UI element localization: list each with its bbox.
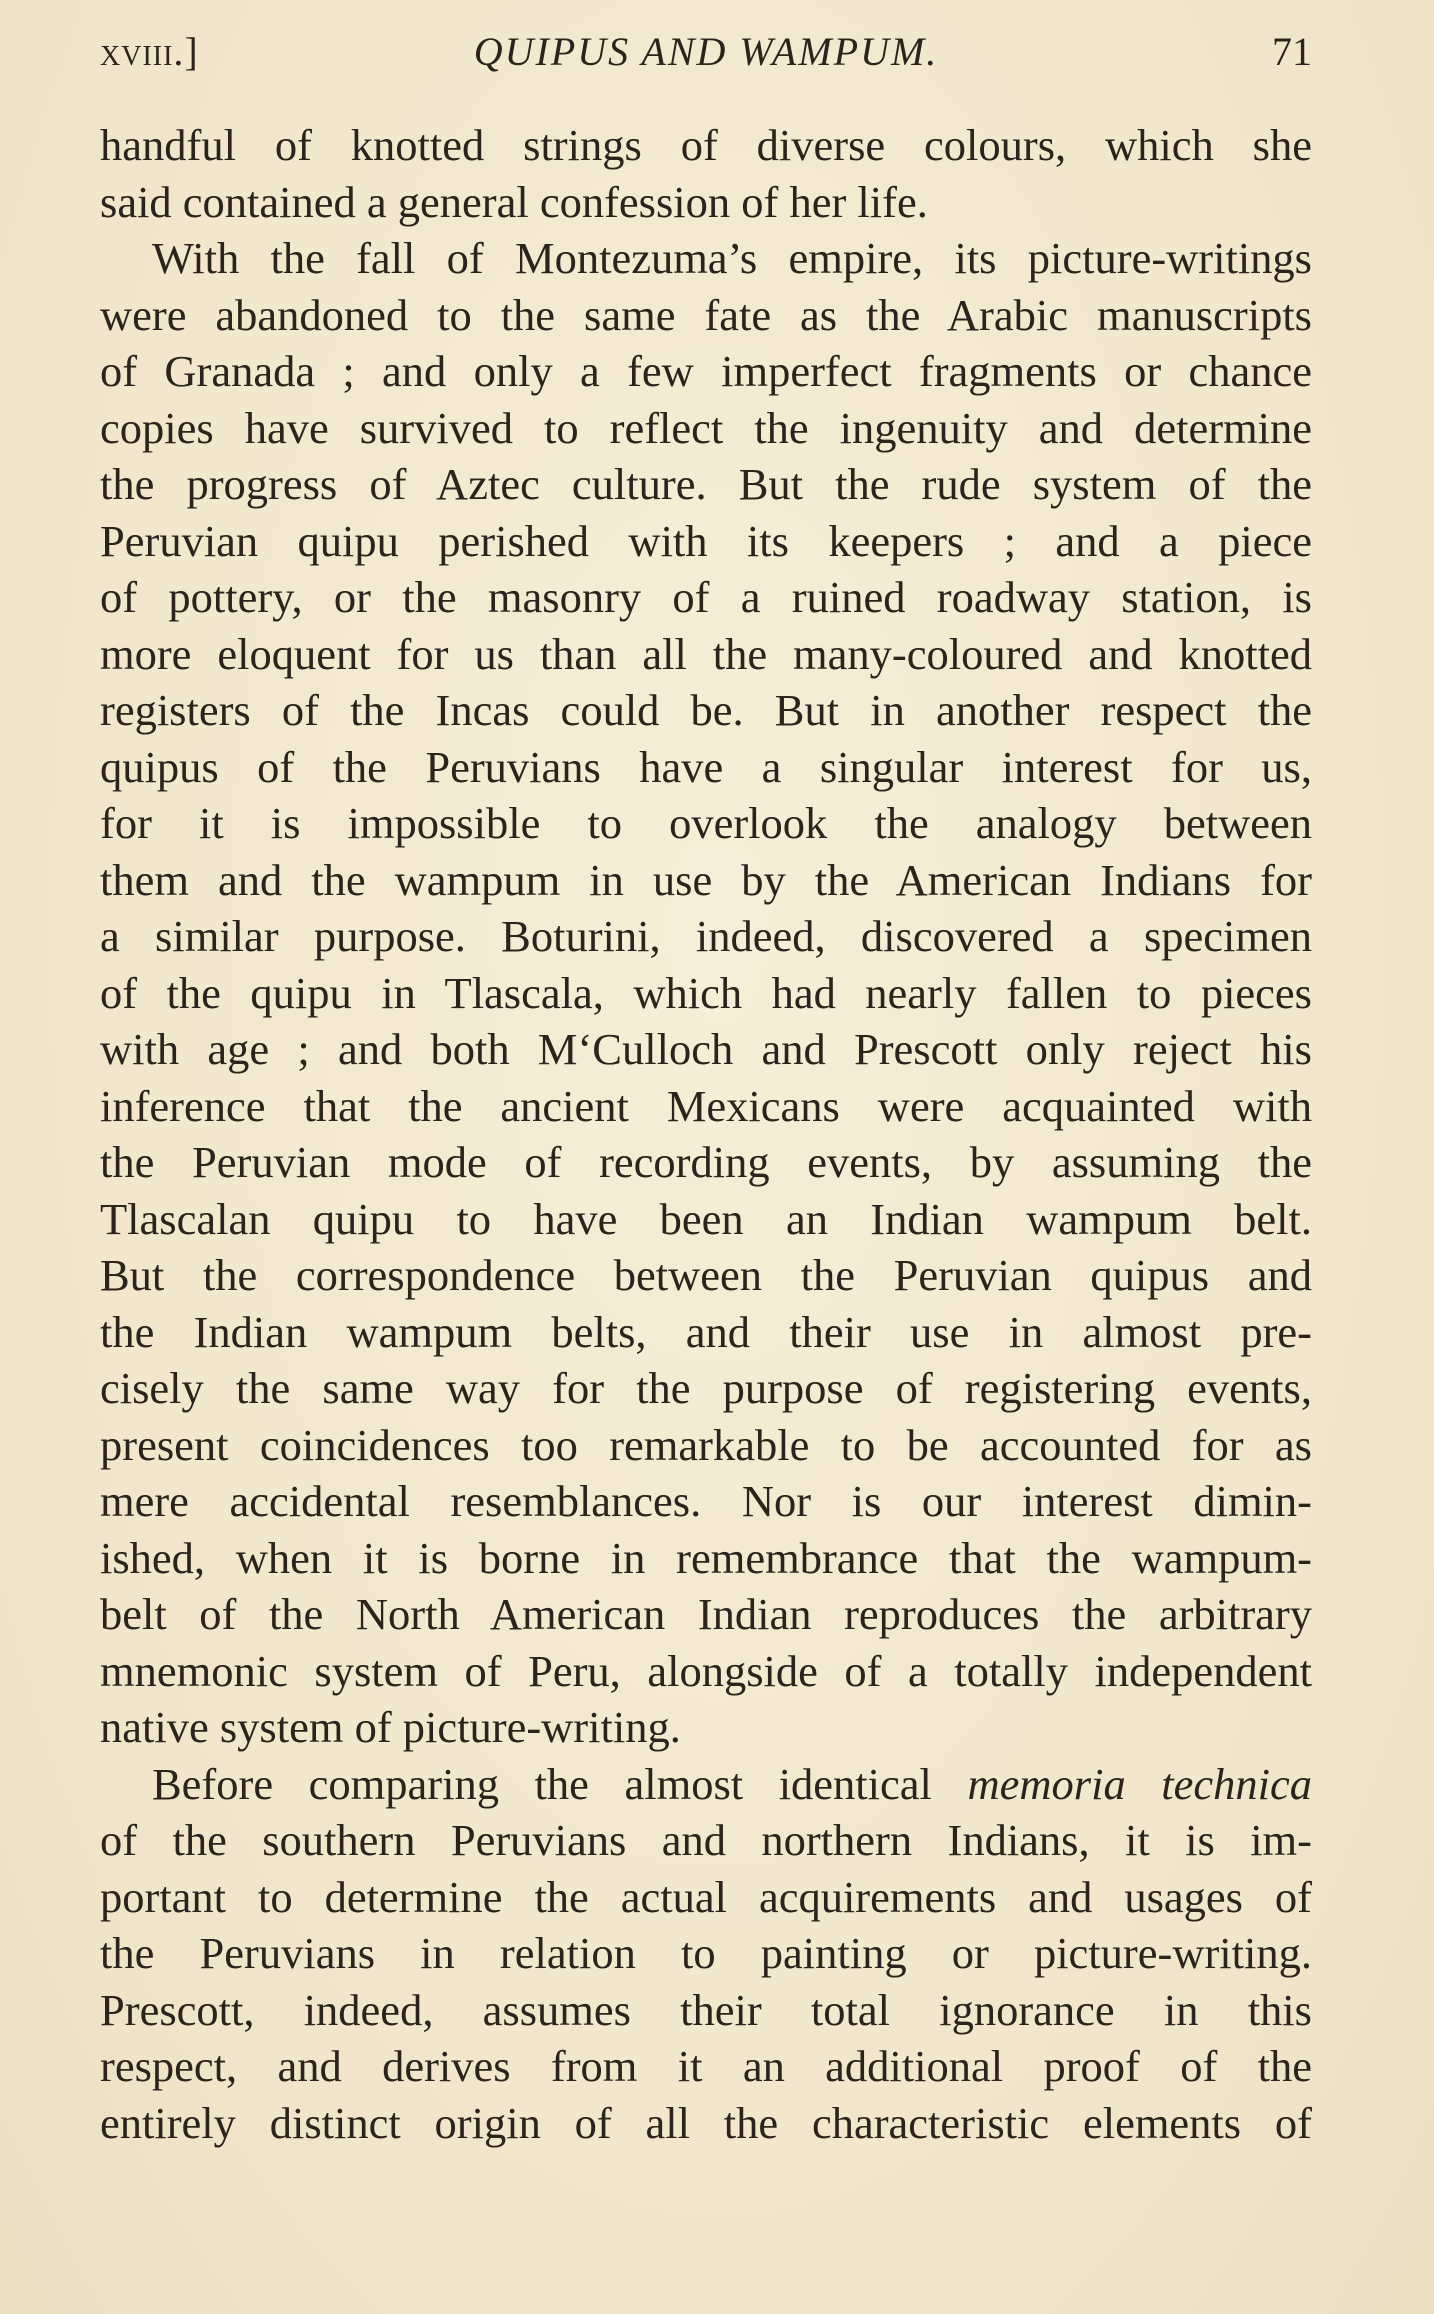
text-line: with age ; and both M‘Culloch and Prescott only reject his <box>100 1024 1312 1074</box>
running-title: QUIPUS AND WAMPUM. <box>473 29 939 74</box>
text-line: Tlascalan quipu to have been an Indian wampum belt. <box>100 1193 1312 1244</box>
text-line: With the fall of Montezuma’s empire, its picture-writings <box>152 233 1312 283</box>
text-line: more eloquent for us than all the many-coloured and knotted <box>100 628 1312 679</box>
text-line: inference that the ancient Mexicans were acquainted with <box>100 1080 1312 1131</box>
text-line: said contained a general confession of her life. <box>100 176 928 227</box>
text-line: for it is impossible to overlook the analogy between <box>100 798 1312 848</box>
text-line: mere accidental resemblances. Nor is our interest dimin- <box>100 1476 1312 1526</box>
text-line: present coincidences too remarkable to be accounted for as <box>100 1419 1312 1470</box>
text-line: the Peruvian mode of recording events, by assuming the <box>100 1137 1312 1187</box>
text-line: portant to determine the actual acquirements and usages of <box>100 1871 1312 1922</box>
text-line: But the correspondence between the Peruvian quipus and <box>100 1250 1312 1300</box>
text-line: of the southern Peruvians and northern Indians, it is im- <box>100 1815 1312 1865</box>
text-line: registers of the Incas could be. But in another respect the <box>100 685 1312 735</box>
text-line: Prescott, indeed, assumes their total ignorance in this <box>100 1984 1312 2035</box>
text-line: copies have survived to reflect the ingenuity and determine <box>100 402 1312 453</box>
text-line: them and the wampum in use by the American Indians for <box>100 854 1312 905</box>
italic-phrase: memoria technica <box>967 1758 1312 1809</box>
text-line: native system of picture-writing. <box>100 1702 681 1752</box>
text-line: cisely the same way for the purpose of registering events, <box>100 1363 1312 1413</box>
text-line: of the quipu in Tlascala, which had nearly fallen to pieces <box>100 967 1312 1018</box>
page-number: 71 <box>1272 29 1312 74</box>
text-line: of pottery, or the masonry of a ruined roadway station, is <box>100 572 1312 622</box>
text-line: respect, and derives from it an additional proof of the <box>100 2041 1312 2091</box>
text-line: entirely distinct origin of all the characteristic elements of <box>100 2097 1312 2148</box>
running-header <box>100 28 1312 88</box>
text-line: were abandoned to the same fate as the Arabic manuscripts <box>100 289 1312 340</box>
chapter-number: xviii.] <box>100 29 199 74</box>
text-line: quipus of the Peruvians have a singular interest for us, <box>100 741 1312 792</box>
text-segment: Before comparing the almost identical <box>152 1758 968 1809</box>
text-line: ished, when it is borne in remembrance that the wampum- <box>100 1532 1312 1583</box>
text-line: belt of the North American Indian reproduces the arbitrary <box>100 1589 1312 1639</box>
text-line: Peruvian quipu perished with its keepers ; and a piece <box>100 515 1312 566</box>
text-line: the progress of Aztec culture. But the rude system of the <box>100 459 1312 509</box>
body-text <box>100 117 1312 2151</box>
text-line: the Indian wampum belts, and their use in almost pre- <box>100 1306 1312 1357</box>
text-line: the Peruvians in relation to painting or picture-writing. <box>100 1928 1312 1978</box>
text-line: mnemonic system of Peru, alongside of a totally independent <box>100 1645 1312 1696</box>
text-line <box>100 1756 1312 1813</box>
text-line: of Granada ; and only a few imperfect fragments or chance <box>100 346 1312 396</box>
text-line: a similar purpose. Boturini, indeed, discovered a specimen <box>100 911 1312 961</box>
text-line: handful of knotted strings of diverse colours, which she <box>100 120 1312 170</box>
